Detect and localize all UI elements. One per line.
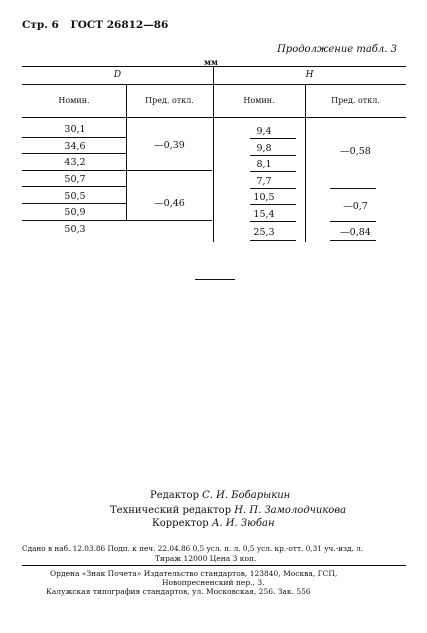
h-nominal-cell: 8,1 xyxy=(256,159,272,170)
d-nominal-cell: 50,7 xyxy=(64,174,86,185)
print-info-line-1: Сдано в наб. 12.03.86 Подп. к печ. 22.04.86 0,5 усл. п. л. 0,5 усл. кр.-отт. 0,31 уч.-изд. л. xyxy=(22,544,364,553)
row-rule xyxy=(250,240,296,241)
tech-editor-role: Технический редактор xyxy=(110,505,232,516)
row-rule xyxy=(22,203,126,204)
group-header-d: D xyxy=(113,70,122,80)
h-nominal-cell: 10,5 xyxy=(253,192,275,203)
row-rule xyxy=(250,221,296,222)
d-nominal-cell: 43,2 xyxy=(64,157,86,168)
d-deviation-cell: —0,46 xyxy=(154,198,185,209)
unit-label: мм xyxy=(204,57,218,67)
tech-editor-name: Н. П. Замолодчикова xyxy=(234,505,347,516)
column-header-d-deviation: Пред. откл. xyxy=(145,96,194,105)
group-header-h: H xyxy=(305,70,314,80)
d-nominal-cell: 50,5 xyxy=(64,191,86,202)
footer-rule xyxy=(22,565,406,566)
row-rule xyxy=(22,220,212,221)
row-rule xyxy=(250,188,296,189)
page-header xyxy=(22,19,168,31)
row-rule xyxy=(250,138,296,139)
editor-role: Редактор xyxy=(150,490,199,501)
table-group-rule xyxy=(22,84,406,85)
row-rule xyxy=(22,137,126,138)
publisher-line-2: Новопресненский пер., 3. xyxy=(162,578,265,587)
row-rule xyxy=(330,240,376,241)
row-rule xyxy=(126,170,212,171)
row-rule xyxy=(330,221,376,222)
h-deviation-cell: —0,84 xyxy=(340,227,371,238)
table-header-rule xyxy=(22,117,406,118)
editor-name: С. И. Бобарыкин xyxy=(202,490,291,501)
row-rule xyxy=(250,171,296,172)
h-nominal-cell: 9,4 xyxy=(256,126,272,137)
h-deviation-cell: —0,7 xyxy=(343,201,368,212)
table-top-rule xyxy=(22,66,406,67)
row-rule xyxy=(22,153,126,154)
h-nominal-cell: 7,7 xyxy=(256,176,272,187)
table-continuation-label: Продолжение табл. 3 xyxy=(277,44,397,55)
row-rule xyxy=(250,155,296,156)
column-header-d-nominal: Номин. xyxy=(58,96,90,105)
d-nominal-cell: 34,6 xyxy=(64,141,86,152)
publisher-line-3: Калужская типография стандартов, ул. Московская, 256. Зак. 556 xyxy=(46,587,311,596)
end-rule xyxy=(195,279,235,280)
tech-editor-credit xyxy=(110,505,346,516)
proofreader-name: А. И. Зюбан xyxy=(211,518,275,529)
d-nominal-cell: 50,3 xyxy=(64,224,86,235)
h-nominal-cell: 9,8 xyxy=(256,143,272,154)
column-header-h-deviation: Пред. откл. xyxy=(331,96,380,105)
row-rule xyxy=(330,188,376,189)
h-nominal-cell: 25,3 xyxy=(253,227,275,238)
proofreader-credit xyxy=(152,518,275,529)
standard-code: ГОСТ 26812—86 xyxy=(70,19,169,31)
page-number: Стр. 6 xyxy=(22,19,59,31)
row-rule xyxy=(22,170,126,171)
proofreader-role: Корректор xyxy=(152,518,209,529)
group-divider xyxy=(213,66,214,242)
row-rule xyxy=(250,204,296,205)
print-info-line-2: Тираж 12000 Цена 3 коп. xyxy=(155,554,257,563)
d-nominal-cell: 30,1 xyxy=(64,124,86,135)
row-rule xyxy=(22,186,126,187)
d-nominal-cell: 50,9 xyxy=(64,207,86,218)
editor-credit xyxy=(150,490,290,501)
h-deviation-cell: —0,58 xyxy=(340,146,371,157)
column-header-h-nominal: Номин. xyxy=(243,96,275,105)
h-nominal-cell: 15,4 xyxy=(253,209,275,220)
d-deviation-cell: —0,39 xyxy=(154,140,185,151)
publisher-line-1: Ордена «Знак Почета» Издательство стандартов, 123840, Москва, ГСП, xyxy=(50,569,338,578)
